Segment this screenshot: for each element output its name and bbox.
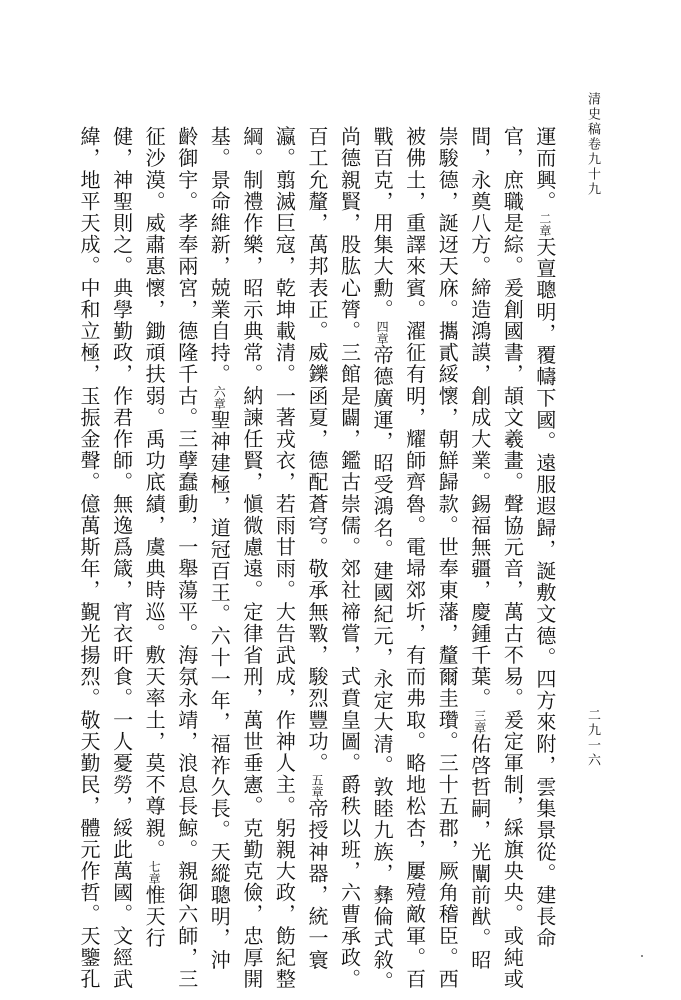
verse-text: 官，庶職是綜。爰創國書，頡文羲畫。聲協元音，萬古不易。爰定軍制，綵旗央央。或純或 [500,126,525,990]
verse-text: 運而興。 [532,126,557,213]
text-column [368,126,395,993]
text-column [303,126,329,971]
verse-text: 戰百克，用集大勳。 [370,126,395,321]
text-column [108,126,134,990]
text-column [433,126,460,990]
text-column [401,126,427,990]
text-column [75,126,101,990]
chapter-marker: 三章 [472,709,487,734]
chapter-marker: 二章 [537,212,552,237]
verse-text: 帝德廣運，昭受鴻名。建國紀元，永定大清。敦睦九族，彝倫式敘。 [370,344,395,993]
text-column [140,126,167,950]
verse-text: 被佛土，重譯來賓。濯征有明，耀師齊魯。電埽郊圻，有而弗取。略地松杏，屢殪敵軍。百 [402,126,427,990]
chapter-marker: 四章 [375,320,390,345]
verse-text: 佑啓哲嗣，光闡前猷。昭 [467,733,492,971]
scan-speck [641,955,643,957]
verse-text: 征沙漠。威肅惠懷，鋤頑扶弱。禹功底績，虞典時巡。敷天率土，莫不尊親。 [142,126,167,861]
page-number: 二九一六 [585,708,600,768]
text-column [173,126,199,990]
text-column [270,126,297,990]
verse-text: 綱。制禮作樂，昭示典常。納諫任賢，愼微慮遠。定律省刑，萬世垂憲。克勤克儉，忠厚開 [239,126,264,990]
verse-text: 崇駿德，誕迓天庥。攜貳綏懷，朝鮮歸款。世奉東藩，釐爾圭瓚。三十五郡，厥角稽臣。西 [435,126,460,990]
text-column [498,126,525,990]
verse-text: 聖神建極，道冠百王。六十一年，福祚久長。天縱聰明，沖 [207,409,232,971]
text-column [336,126,362,990]
running-title: 清史稿卷九十九 [585,92,600,197]
verse-text: 尚德親賢，股肱心膂。三館是闢，鑑古崇儒。郊社禘嘗，式賁皇圖。爵秩以班，六曹承政。 [337,126,362,990]
verse-text: 間，永奠八方。締造鴻謨，創成大業。錫福無疆，慶鍾千葉。 [467,126,492,710]
text-column [205,126,232,971]
text-column [531,126,557,950]
text-column [238,126,264,990]
text-columns [75,126,557,993]
chapter-marker: 六章 [212,385,227,410]
verse-text: 帝授神器，統一寰 [304,798,329,971]
verse-text: 天亶聰明，覆幬下國。遠服遐歸，誕敷文德。四方來附，雲集景從。建長命 [532,236,557,950]
chapter-marker: 五章 [309,774,324,798]
verse-text: 百工允釐，萬邦表正。威鑠函夏，德配蒼穹。敬承無斁，駿烈豐功。 [304,126,329,774]
chapter-marker: 七章 [147,860,162,885]
verse-text: 基。景命維新，兢業自持。 [207,126,232,386]
verse-text: 健，神聖則之。典學勤政，作君作師。無逸爲箴，宵衣旰食。一人憂勞，綏此萬國。文經武 [109,126,134,990]
verse-text: 緯，地平天成。中和立極，玉振金聲。億萬斯年，覲光揚烈。敬天勤民，體元作哲。天鑒孔 [77,126,101,990]
verse-text: 惟天行 [142,884,167,950]
verse-text: 瀛。翦滅巨寇，乾坤載清。一著戎衣，若雨甘雨。大告武成，作神人主。躬親大政，飭紀整 [272,126,297,990]
verse-text: 齡御宇。孝奉兩宮，德隆千古。三孽蠢動，一舉蕩平。海氛永靖，浪息長鯨。親御六師，三 [174,126,199,990]
text-column [466,126,492,971]
